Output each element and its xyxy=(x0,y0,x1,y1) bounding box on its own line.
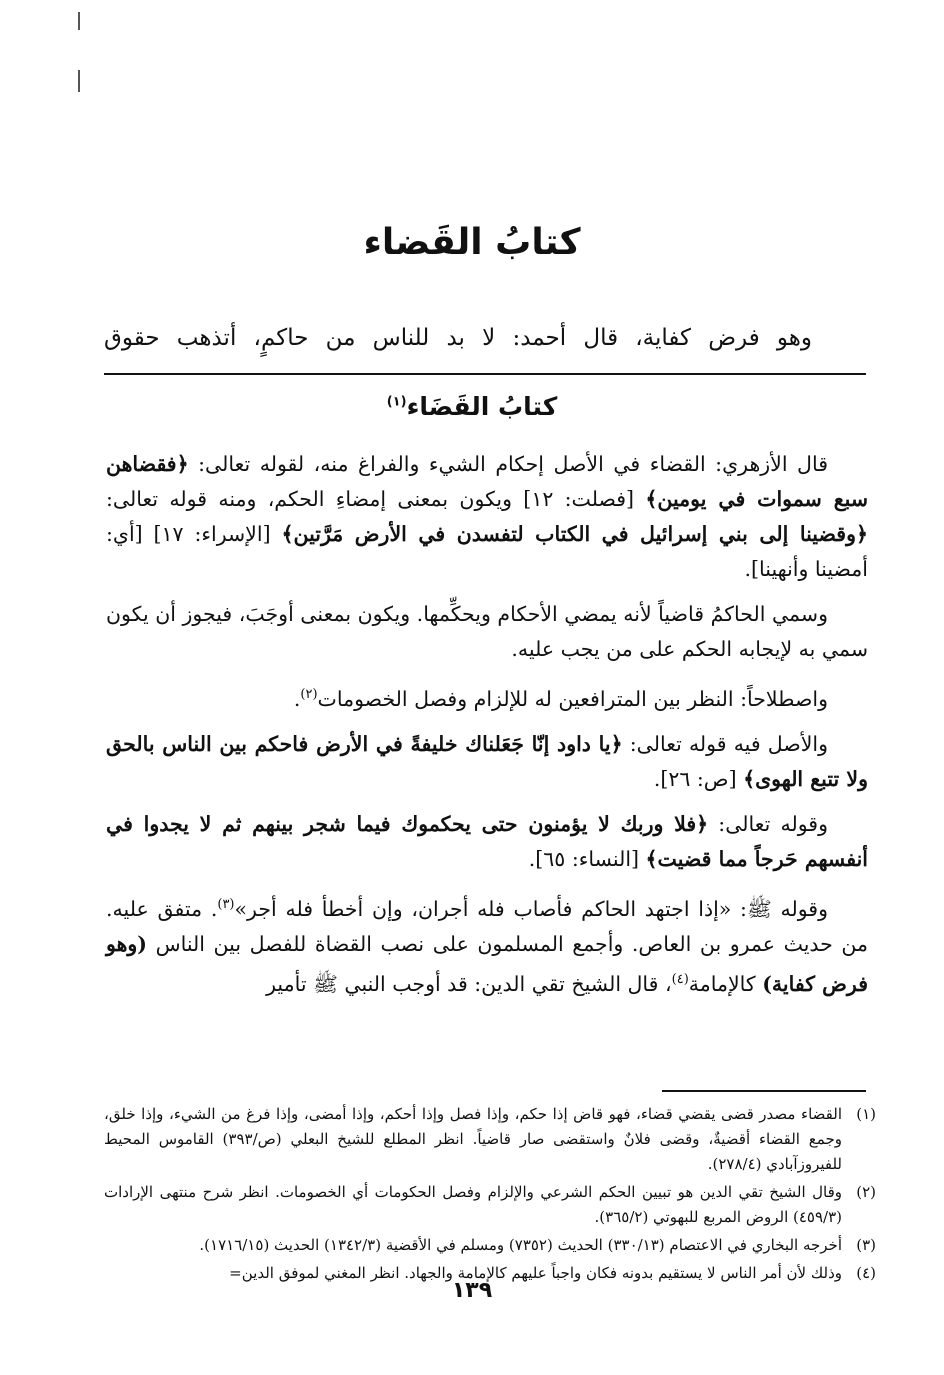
footnote-ref: (٤) xyxy=(671,971,689,987)
scan-edge-mark xyxy=(78,70,80,92)
paragraph-azhari xyxy=(106,447,868,587)
matn-quote: (وهو فرض كفاية) xyxy=(106,931,868,996)
footnote-text: أخرجه البخاري في الاعتصام (٣٣٠/١٣) الحديث (٧٣٥٢) ومسلم في الأقضية (١٣٤٢/٣) الحديث (١٧١٦/١٥). xyxy=(199,1236,842,1254)
paragraph-text: والأصل فيه قوله تعالى: xyxy=(622,731,829,756)
footnote-number: (١) xyxy=(856,1105,876,1123)
footnote-number: (٤) xyxy=(856,1264,876,1282)
paragraph-naming: وسمي الحاكمُ قاضياً لأنه يمضي الأحكام ويحكِّمها. ويكون بمعنى أوجَبَ، فيجوز أن يكون سمي به لإيجابه الحكم على من يجب عليه. xyxy=(106,602,868,661)
paragraph-evidence-nisa xyxy=(106,807,868,877)
paragraph-evidence-dawud xyxy=(106,727,868,797)
chapter-title: كتابُ القَضاء xyxy=(363,222,581,263)
paragraph-hadith xyxy=(106,887,868,1002)
paragraph-text: كالإمامة xyxy=(688,971,763,996)
footnote-text: وقال الشيخ تقي الدين هو تبيين الحكم الشرعي والإلزام وفصل الحكومات أي الخصومات. انظر شرح منتهى الإرادات (٤٥٩/٣) الروض المربع للبهوتي (٣٦٥/٢). xyxy=(104,1183,842,1226)
footnote xyxy=(104,1102,876,1177)
page-number: ١٣٩ xyxy=(451,1278,493,1303)
paragraph-text: [الإسراء: ١٧] [أي: أمضينا وأنهينا]. xyxy=(106,522,868,581)
paragraph-text: . متفق عليه. من حديث عمرو بن العاص. وأجمع المسلمون على نصب القضاة للفصل بين الناس xyxy=(106,896,868,956)
footnote-number: (٣) xyxy=(856,1236,876,1254)
footnote-text: وذلك لأن أمر الناس لا يستقيم بدونه فكان واجباً عليهم كالإمامة والجهاد. انظر المغني لموفق الدين= xyxy=(229,1264,842,1282)
footnote-text: القضاء مصدر قضى يقضي قضاء، فهو قاض إذا حكم، وإذا فصل وإذا أحكم، وإذا أمضى، وإذا فرغ من الشيء، وإذا خلق، وجمع القضاء أقضيةٌ، وقضى فلانٌ واستقضى صار قاضياً. انظر المطلع للشيخ البعلي (ص/٣٩٣) القاموس المحيط للفيروزآبادي (٢٧٨/٤). xyxy=(104,1105,842,1173)
quran-verse: ﴿وقضينا إلى بني إسرائيل في الكتاب لتفسدن في الأرض مَرَّتين﴾ xyxy=(281,522,868,546)
quran-verse: ﴿فلا وربك لا يؤمنون حتى يحكموك فيما شجر بينهم ثم لا يجدوا في أنفسهم حَرجاً مما قضيت﴾ xyxy=(106,811,868,871)
commentary-title xyxy=(0,392,944,421)
footnote-separator xyxy=(662,1090,866,1092)
commentary-body xyxy=(106,447,868,1011)
paragraph-text: [ص: ٢٦]. xyxy=(653,766,744,791)
commentary-title-text: كتابُ القَضَاء xyxy=(406,392,558,421)
paragraph-definition xyxy=(106,677,868,717)
footnote-ref: (٣) xyxy=(217,896,235,912)
matn-separator xyxy=(104,373,866,375)
paragraph-text: وقوله ﷺ: «إذا اجتهد الحاكم فأصاب فله أجران، وإن أخطأ فله أجر» xyxy=(234,896,828,921)
quran-verse: ﴿يا داود إنّا جَعَلناك خليفةً في الأرض فاحكم بين الناس بالحق ولا تتبع الهوى﴾ xyxy=(106,731,868,791)
paragraph-text: واصطلاحاً: النظر بين المترافعين له للإلزام وفصل الخصومات xyxy=(317,686,828,711)
footnotes xyxy=(104,1102,876,1289)
paragraph-text: قال الأزهري: القضاء في الأصل إحكام الشيء والفراغ منه، لقوله تعالى: xyxy=(188,452,828,476)
footnote xyxy=(104,1180,876,1230)
paragraph-text: . xyxy=(293,686,301,711)
footnote-ref: (٢) xyxy=(300,687,318,702)
paragraph-text: [فصلت: ١٢] ويكون بمعنى إمضاءِ الحكم، ومنه قوله تعالى: xyxy=(106,487,646,511)
footnote-ref: (١) xyxy=(386,394,407,410)
matn-text: وهو فرض كفاية، قال أحمد: لا بد للناس من حاكمٍ، أتذهب حقوق xyxy=(104,325,812,351)
paragraph-text: ، قال الشيخ تقي الدين: قد أوجب النبي ﷺ تأمير xyxy=(266,971,672,996)
paragraph-text: [النساء: ٦٥]. xyxy=(528,846,646,871)
footnote-number: (٢) xyxy=(856,1183,876,1201)
paragraph-text: وقوله تعالى: xyxy=(708,811,829,836)
scan-edge-mark xyxy=(78,12,80,30)
footnote xyxy=(104,1233,876,1258)
quran-verse: ﴿فقضاهن سبع سموات في يومين﴾ xyxy=(106,452,868,511)
